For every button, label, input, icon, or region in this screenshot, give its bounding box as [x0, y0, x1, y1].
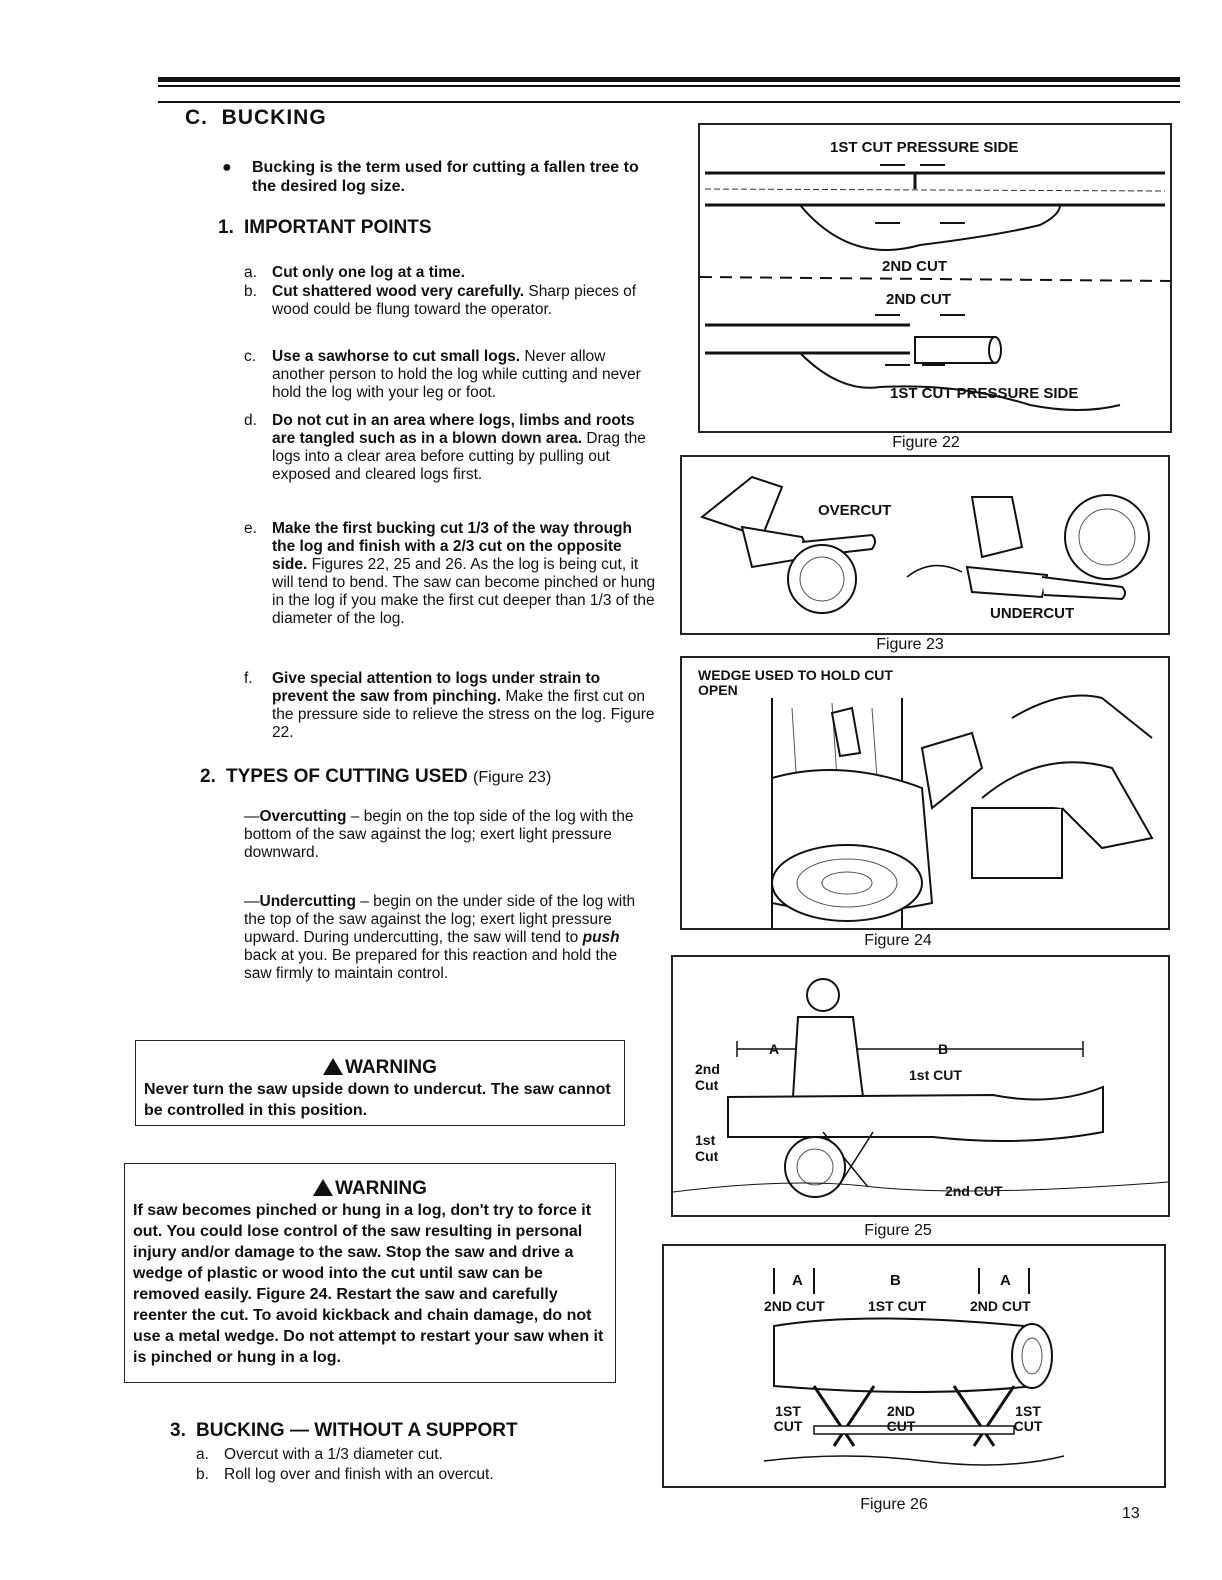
fig26-2nd-cut-left: 2ND CUT: [764, 1298, 825, 1314]
item-bold: Cut only one log at a time.: [272, 264, 465, 281]
fig25-b-label: B: [938, 1041, 949, 1057]
warning-label: WARNING: [335, 1178, 427, 1199]
warning-text: If saw becomes pinched or hung in a log, don't try to force it out. You could lose control of the saw resulting in personal injury and/or damage to the saw. Stop the saw and drive a wedge of plastic or wood into the cut until saw can be removed easily. Figure 24. Restart the saw and carefully reenter the cut. To avoid kickback and chain damage, do not use a metal wedge. Do not attempt to restart your saw when it is pinched or hung in a log.: [133, 1202, 604, 1366]
undercut-text: – begin on the under side of the log with the top of the saw against the log; exert light pressure upward. During undercutting, the saw will tend to: [244, 893, 636, 946]
fig26-2nd-cut-right: 2ND CUT: [970, 1298, 1031, 1314]
item-bold: Use a sawhorse to cut small logs.: [272, 348, 521, 365]
item-letter: a.: [244, 264, 257, 281]
item-text: Sharp pieces of wood could be flung toward the operator.: [272, 283, 637, 318]
item-letter: f.: [244, 670, 253, 687]
overcut-text: – begin on the top side of the log with the bottom of the saw against the log; exert light pressure downward.: [244, 808, 634, 861]
figure-24-caption: Figure 24: [864, 932, 932, 949]
undercutting-paragraph: —Undercutting – begin on the under side of the log with the top of the saw against the log; exert light pressure upward. During undercutting, the saw will tend to push back at you. Be prepared for this reaction and hold the saw firmly to maintain control.: [244, 893, 636, 982]
fig23-overcut-label: OVERCUT: [818, 502, 892, 519]
item-letter: c.: [244, 348, 257, 365]
heading-without-support: [170, 1420, 518, 1442]
header-rule: [158, 77, 1180, 82]
heading-title: BUCKING — WITHOUT A SUPPORT: [196, 1420, 518, 1441]
heading-types-of-cutting: [200, 766, 551, 788]
fig26-1st-cut-right: 1ST CUT: [1013, 1403, 1043, 1434]
heading-num: 3.: [170, 1420, 186, 1441]
header-rule-thin-2: [158, 101, 1180, 103]
item-text: Figures 22, 25 and 26. As the log is being cut, it will tend to bend. The saw can become pinched or hung in the log if you make the first cut deeper than 1/3 of the diameter of the log.: [272, 556, 656, 627]
heading-num: 2.: [200, 766, 216, 787]
overcut-term: Overcutting: [259, 808, 347, 825]
fig23-undercut-label: UNDERCUT: [990, 605, 1075, 622]
item-bold: Make the first bucking cut 1/3 of the way through the log and finish with a 2/3 cut on the opposite side.: [272, 520, 632, 573]
fig25-2nd-cut-bottom: 2nd CUT: [945, 1183, 1003, 1199]
item-text: Roll log over and finish with an overcut.: [224, 1466, 494, 1483]
list-item: [244, 520, 656, 628]
intro-bullet: [222, 158, 660, 196]
warning-box-1: [135, 1040, 625, 1126]
undercut-emphasis: push: [582, 929, 620, 946]
section-letter: C.: [185, 106, 208, 129]
warning-label: WARNING: [345, 1057, 437, 1078]
warning-heading: [136, 1057, 624, 1079]
item-bold: Do not cut in an area where logs, limbs and roots are tangled such as in a blown down area.: [272, 412, 635, 447]
figure-23: [680, 455, 1170, 635]
fig25-a-label: A: [769, 1041, 780, 1057]
heading-ref: (Figure 23): [473, 769, 552, 786]
fig25-2nd-cut-label: 2nd Cut: [695, 1061, 720, 1093]
warning-triangle-icon: [323, 1058, 343, 1075]
fig26-a-right: A: [1000, 1272, 1011, 1289]
figure-24: [680, 656, 1170, 930]
list-item: [244, 412, 656, 484]
heading-num: 1.: [218, 217, 234, 238]
fig26-2nd-cut-bottom: 2ND CUT: [886, 1403, 916, 1434]
header-rule-thin: [158, 85, 1180, 87]
figure-24-drawing: [682, 658, 1168, 928]
warning-text: Never turn the saw upside down to undercut. The saw cannot be controlled in this position.: [144, 1081, 611, 1119]
fig22-label-2nd-cut: 2ND CUT: [882, 258, 948, 275]
undercut-text-2: back at you. Be prepared for this reaction and hold the saw firmly to maintain control.: [244, 947, 618, 982]
section-title: [185, 106, 327, 130]
item-text: Drag the logs into a clear area before cutting by pulling out exposed and cleared logs first.: [272, 430, 646, 483]
fig26-a-left: A: [792, 1272, 803, 1289]
figure-22-caption: Figure 22: [892, 434, 960, 451]
item-letter: a.: [196, 1446, 209, 1463]
item-bold: Cut shattered wood very carefully.: [272, 283, 525, 300]
intro-text: Bucking is the term used for cutting a fallen tree to the desired log size.: [252, 159, 639, 195]
fig25-1st-cut-left: 1st Cut: [695, 1132, 719, 1164]
list-item: [196, 1466, 636, 1484]
undercut-term: Undercutting: [259, 893, 356, 910]
item-text: Never allow another person to hold the log while cutting and never hold the log with your leg or foot.: [272, 348, 641, 401]
page-number: 13: [1122, 1505, 1140, 1522]
figure-23-caption: Figure 23: [876, 636, 944, 653]
warning-triangle-icon: [313, 1179, 333, 1196]
fig24-wedge-label: WEDGE USED TO HOLD CUT OPEN: [698, 667, 893, 698]
figure-22: [698, 123, 1172, 433]
list-item: [244, 264, 656, 282]
figure-26-caption: Figure 26: [860, 1496, 928, 1513]
heading-important-points: [218, 217, 432, 239]
fig22-label-2nd-cut-b: 2ND CUT: [886, 291, 952, 308]
fig26-1st-cut-top: 1ST CUT: [868, 1298, 927, 1314]
figure-25-caption: Figure 25: [864, 1222, 932, 1239]
figure-25: [671, 955, 1170, 1217]
item-letter: b.: [196, 1466, 209, 1483]
heading-title: TYPES OF CUTTING USED: [226, 766, 468, 787]
fig26-1st-cut-left: 1ST CUT: [773, 1403, 803, 1434]
fig22-label-top: 1ST CUT PRESSURE SIDE: [830, 139, 1019, 156]
list-item: [196, 1446, 636, 1464]
item-bold: Give special attention to logs under strain to prevent the saw from pinching.: [272, 670, 601, 705]
warning-heading: [125, 1178, 615, 1200]
figure-23-drawing: [682, 457, 1168, 633]
fig22-label-bottom: 1ST CUT PRESSURE SIDE: [890, 385, 1079, 402]
list-item: [244, 670, 656, 742]
heading-title: IMPORTANT POINTS: [244, 217, 432, 238]
item-text: Make the first cut on the pressure side to relieve the stress on the log. Figure 22.: [272, 688, 655, 741]
item-letter: b.: [244, 283, 257, 300]
item-letter: e.: [244, 520, 257, 537]
overcutting-paragraph: —Overcutting – begin on the top side of the log with the bottom of the saw against the log; exert light pressure downward.: [244, 808, 634, 861]
figure-26: [662, 1244, 1166, 1488]
item-text: Overcut with a 1/3 diameter cut.: [224, 1446, 443, 1463]
fig26-b: B: [890, 1272, 901, 1289]
bullet-icon: ●: [222, 159, 232, 176]
list-item: [244, 283, 656, 319]
figure-25-drawing: [673, 957, 1168, 1215]
fig25-1st-cut-right: 1st CUT: [909, 1067, 962, 1083]
item-letter: d.: [244, 412, 257, 429]
list-item: [244, 348, 656, 402]
figure-26-drawing: [664, 1246, 1164, 1486]
warning-box-2: [124, 1163, 616, 1383]
section-heading: BUCKING: [221, 106, 327, 129]
